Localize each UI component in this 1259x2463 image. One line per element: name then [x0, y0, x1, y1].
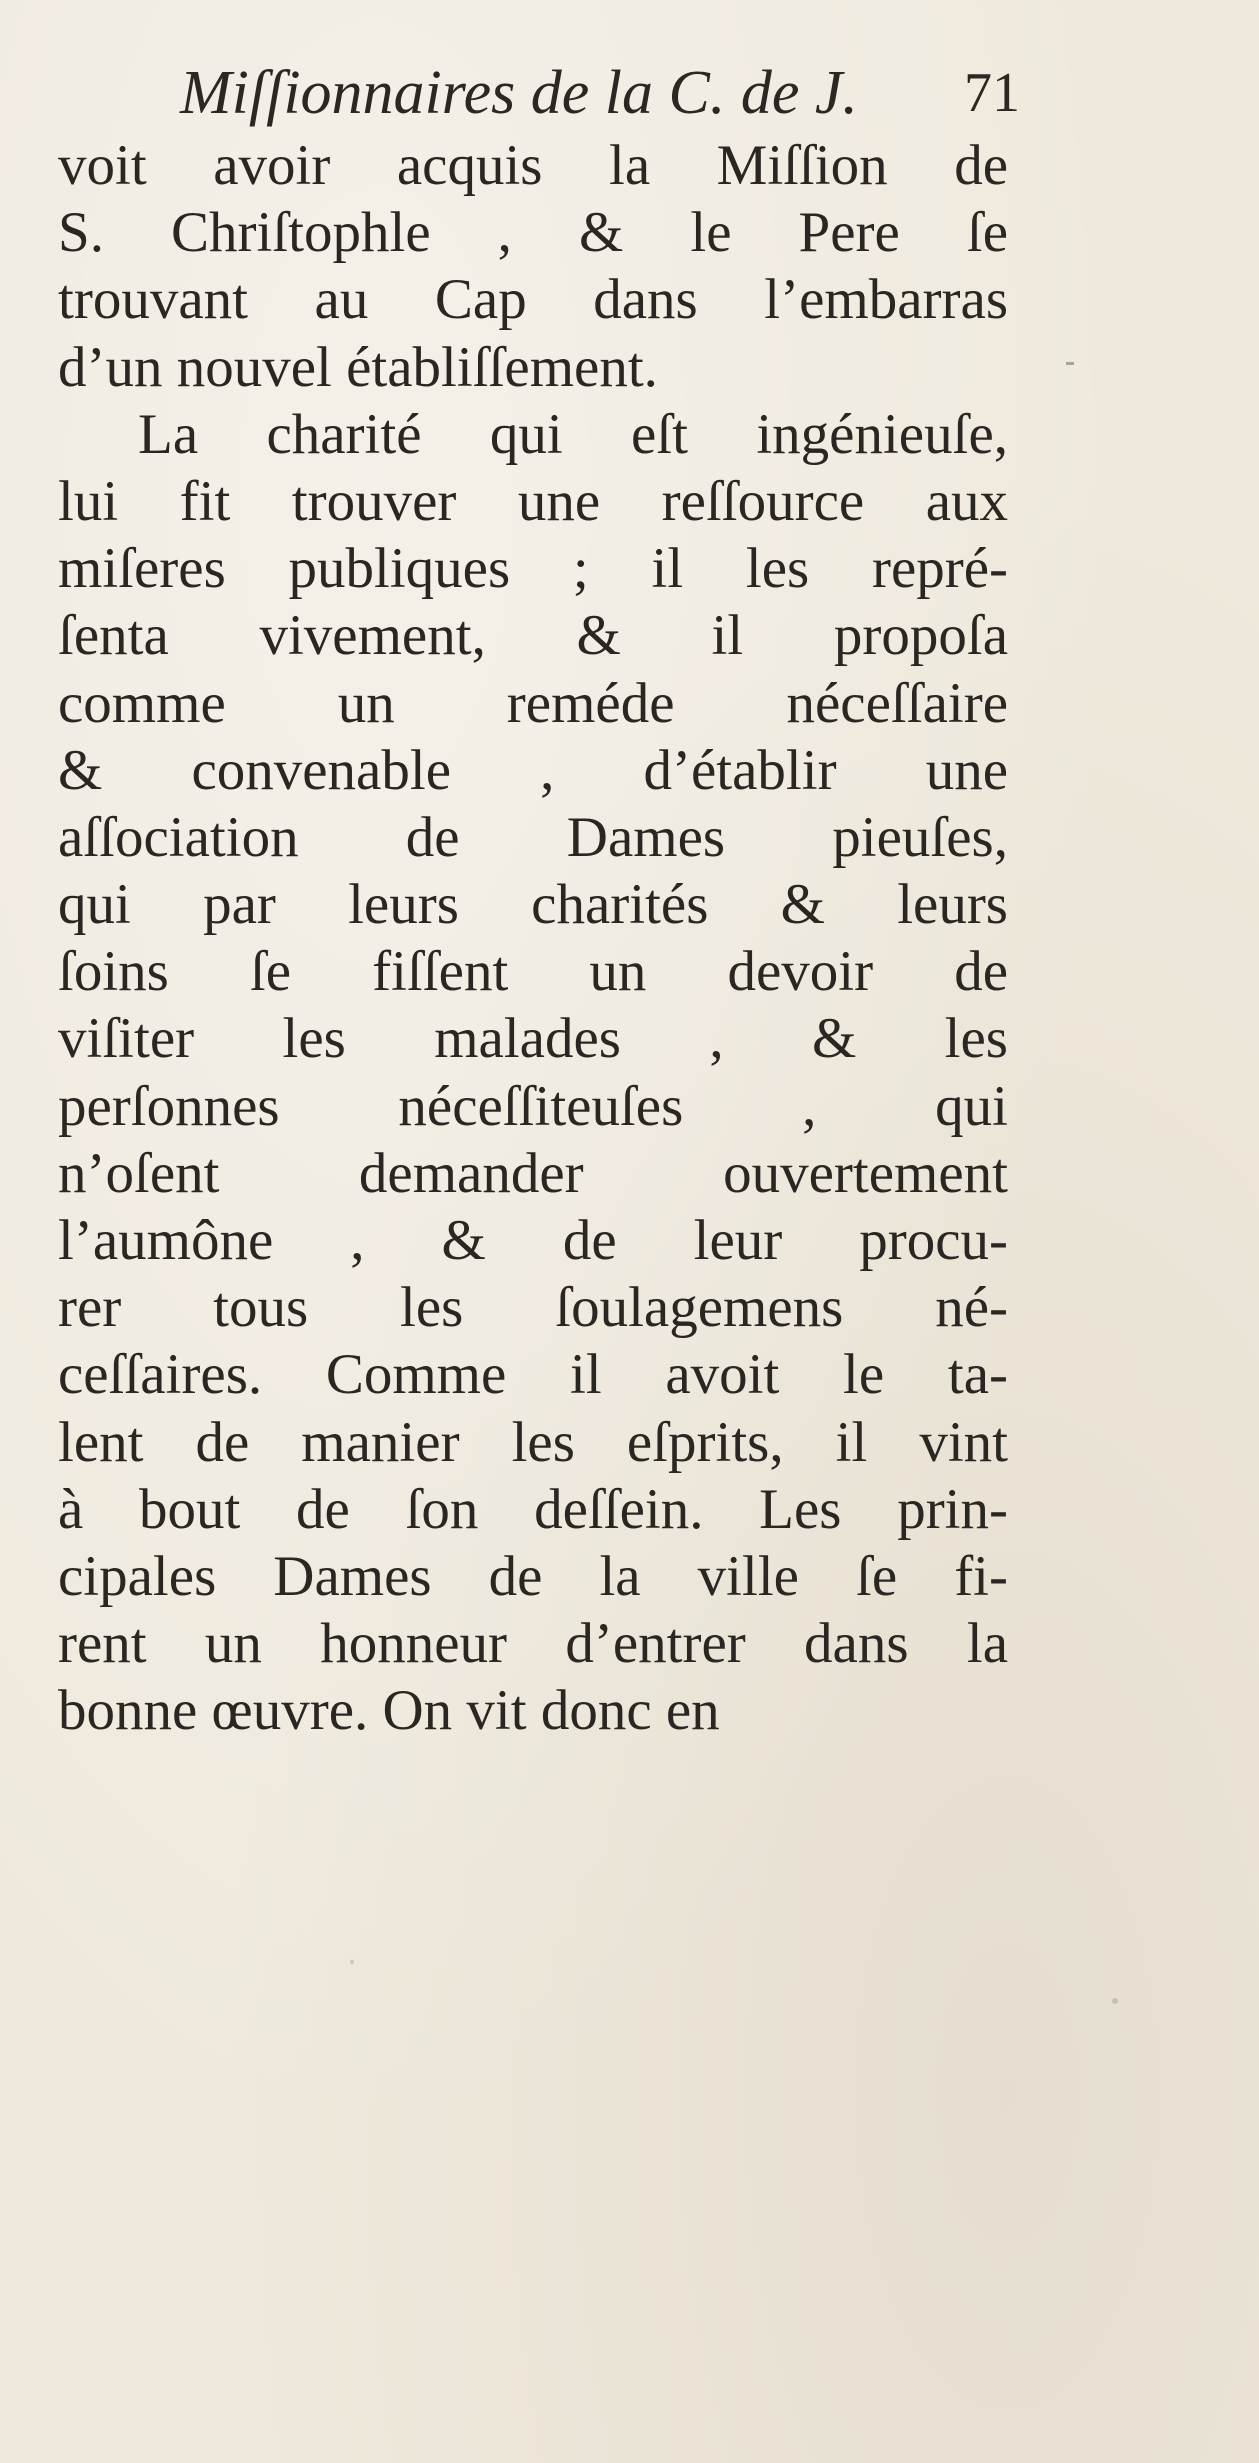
text-line: rent un honneur d’entrer dans la [58, 1612, 1008, 1676]
text-line: lui fit trouver une reſſource aux [58, 469, 1008, 533]
text-line: aſſociation de Dames pieuſes, [58, 805, 1008, 869]
margin-mark [1066, 362, 1074, 365]
text-line: La charité qui eſt ingénieuſe, [138, 402, 1008, 466]
text-line: qui par leurs charités & leurs [58, 873, 1008, 937]
text-line: comme un reméde néceſſaire [58, 671, 1008, 735]
text-line: voit avoir acquis la Miſſion de [58, 134, 1008, 197]
text-line: bonne œuvre. On vit donc en [58, 1679, 720, 1743]
text-line: à bout de ſon deſſein. Les prin- [58, 1477, 1008, 1541]
text-line: viſiter les malades , & les [58, 1007, 1008, 1071]
page-number: 71 [964, 62, 1020, 124]
text-line: rer tous les ſoulagemens né- [58, 1276, 1008, 1340]
text-line: lent de manier les eſprits, il vint [58, 1410, 1008, 1474]
text-line: & convenable , d’établir une [58, 738, 1008, 802]
text-line: perſonnes néceſſiteuſes , qui [58, 1074, 1008, 1138]
text-line: S. Chriſtophle , & le Pere ſe [58, 201, 1008, 265]
text-line: n’oſent demander ouvertement [58, 1141, 1008, 1205]
body-text [58, 132, 1008, 1745]
text-line: l’aumône , & de leur procu- [58, 1209, 1008, 1272]
text-line: miſeres publiques ; il les repré- [58, 537, 1008, 601]
text-line: cipales Dames de la ville ſe fi- [58, 1544, 1008, 1608]
paper-speck [1112, 1998, 1118, 2004]
text-line: d’un nouvel établiſſement. [58, 335, 658, 399]
running-head [180, 58, 1020, 128]
running-title: Miſſionnaires de la C. de J. [180, 59, 858, 127]
text-line: ſenta vivement, & il propoſa [58, 604, 1008, 668]
text-line: trouvant au Cap dans l’embarras [58, 268, 1008, 332]
text-line: ſoins ſe fiſſent un devoir de [58, 940, 1008, 1004]
paper-speck [350, 1960, 354, 1964]
text-line: ceſſaires. Comme il avoit le ta- [58, 1343, 1008, 1407]
